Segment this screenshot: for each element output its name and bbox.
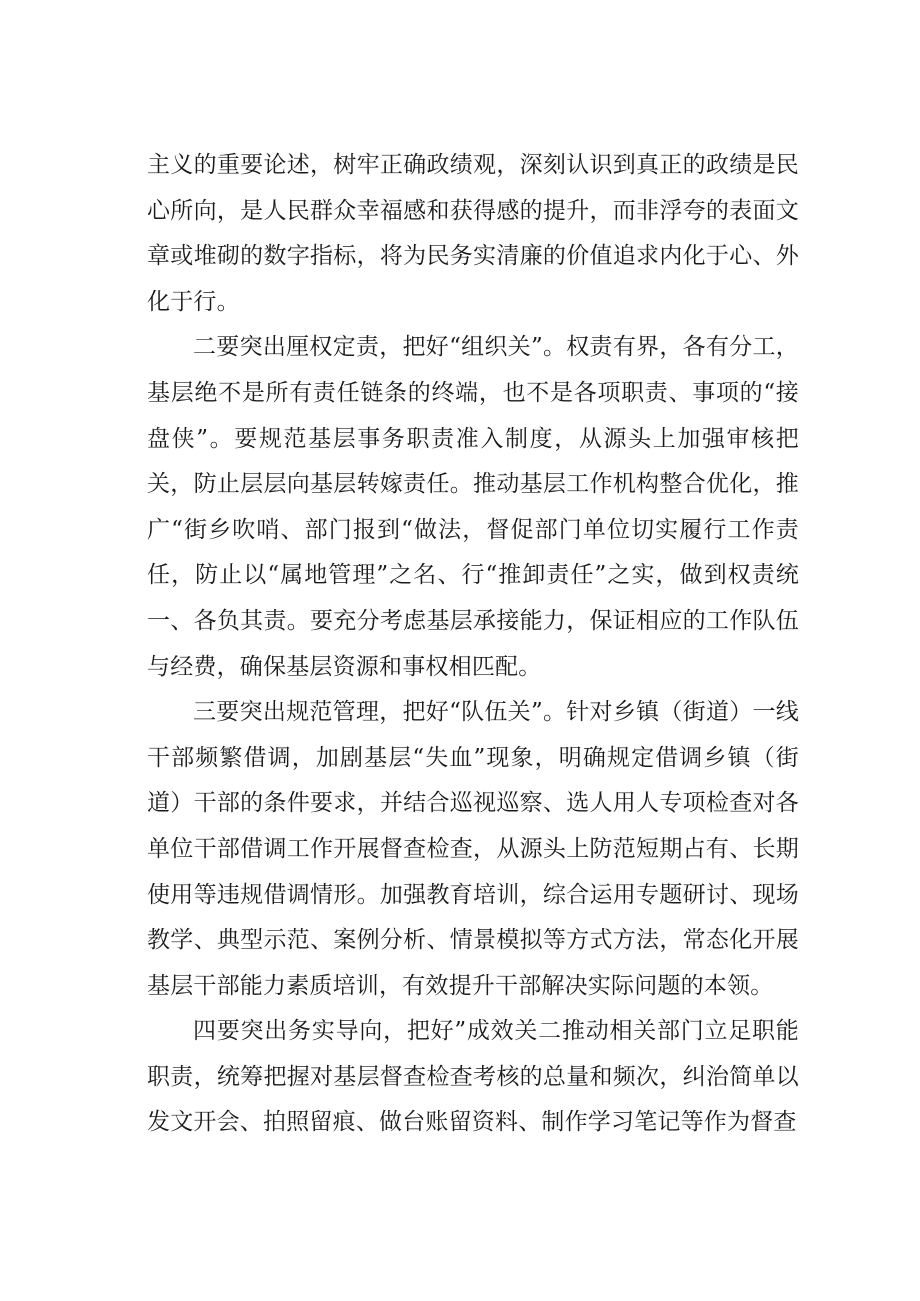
document-body <box>147 143 799 1146</box>
paragraph-team: 三要突出规范管理，把好“队伍关”。针对乡镇（街道）一线干部频繁借调，加剧基层“失血”现象，明确规定借调乡镇（街道）干部的条件要求，并结合巡视巡察、选人用人专项检查对各单位干部借调工作开展督查检查，从源头上防范短期占有、长期使用等违规借调情形。加强教育培训，综合运用专题研讨、现场教学、典型示范、案例分析、情景模拟等方式方法，常态化开展基层干部能力素质培训，有效提升干部解决实际问题的本领。 <box>147 699 799 999</box>
paragraph-effectiveness: 四要突出务实导向，把好”成效关二推动相关部门立足职能职责，统筹把握对基层督查检查考核的总量和频次，纠治简单以发文开会、拍照留痕、做台账留资料、制作学习笔记等作为督查 <box>147 1018 799 1136</box>
paragraph-continuation: 主义的重要论述，树牢正确政绩观，深刻认识到真正的政绩是民心所向，是人民群众幸福感和获得感的提升，而非浮夸的表面文章或堆砌的数字指标，将为民务实清廉的价值追求内化于心、外化于行。 <box>147 152 799 315</box>
paragraph-organization: 二要突出厘权定责，把好“组织关”。权责有界，各有分工，基层绝不是所有责任链条的终端，也不是各项职责、事项的“接盘侠”。要规范基层事务职责准入制度，从源头上加强审核把关，防止层层向基层转嫁责任。推动基层工作机构整合优化，推广“街乡吹哨、部门报到“做法，督促部门单位切实履行工作责任，防止以“属地管理”之名、行“推卸责任”之实，做到权责统一、各负其责。要充分考虑基层承接能力，保证相应的工作队伍与经费，确保基层资源和事权相匹配。 <box>147 334 799 680</box>
